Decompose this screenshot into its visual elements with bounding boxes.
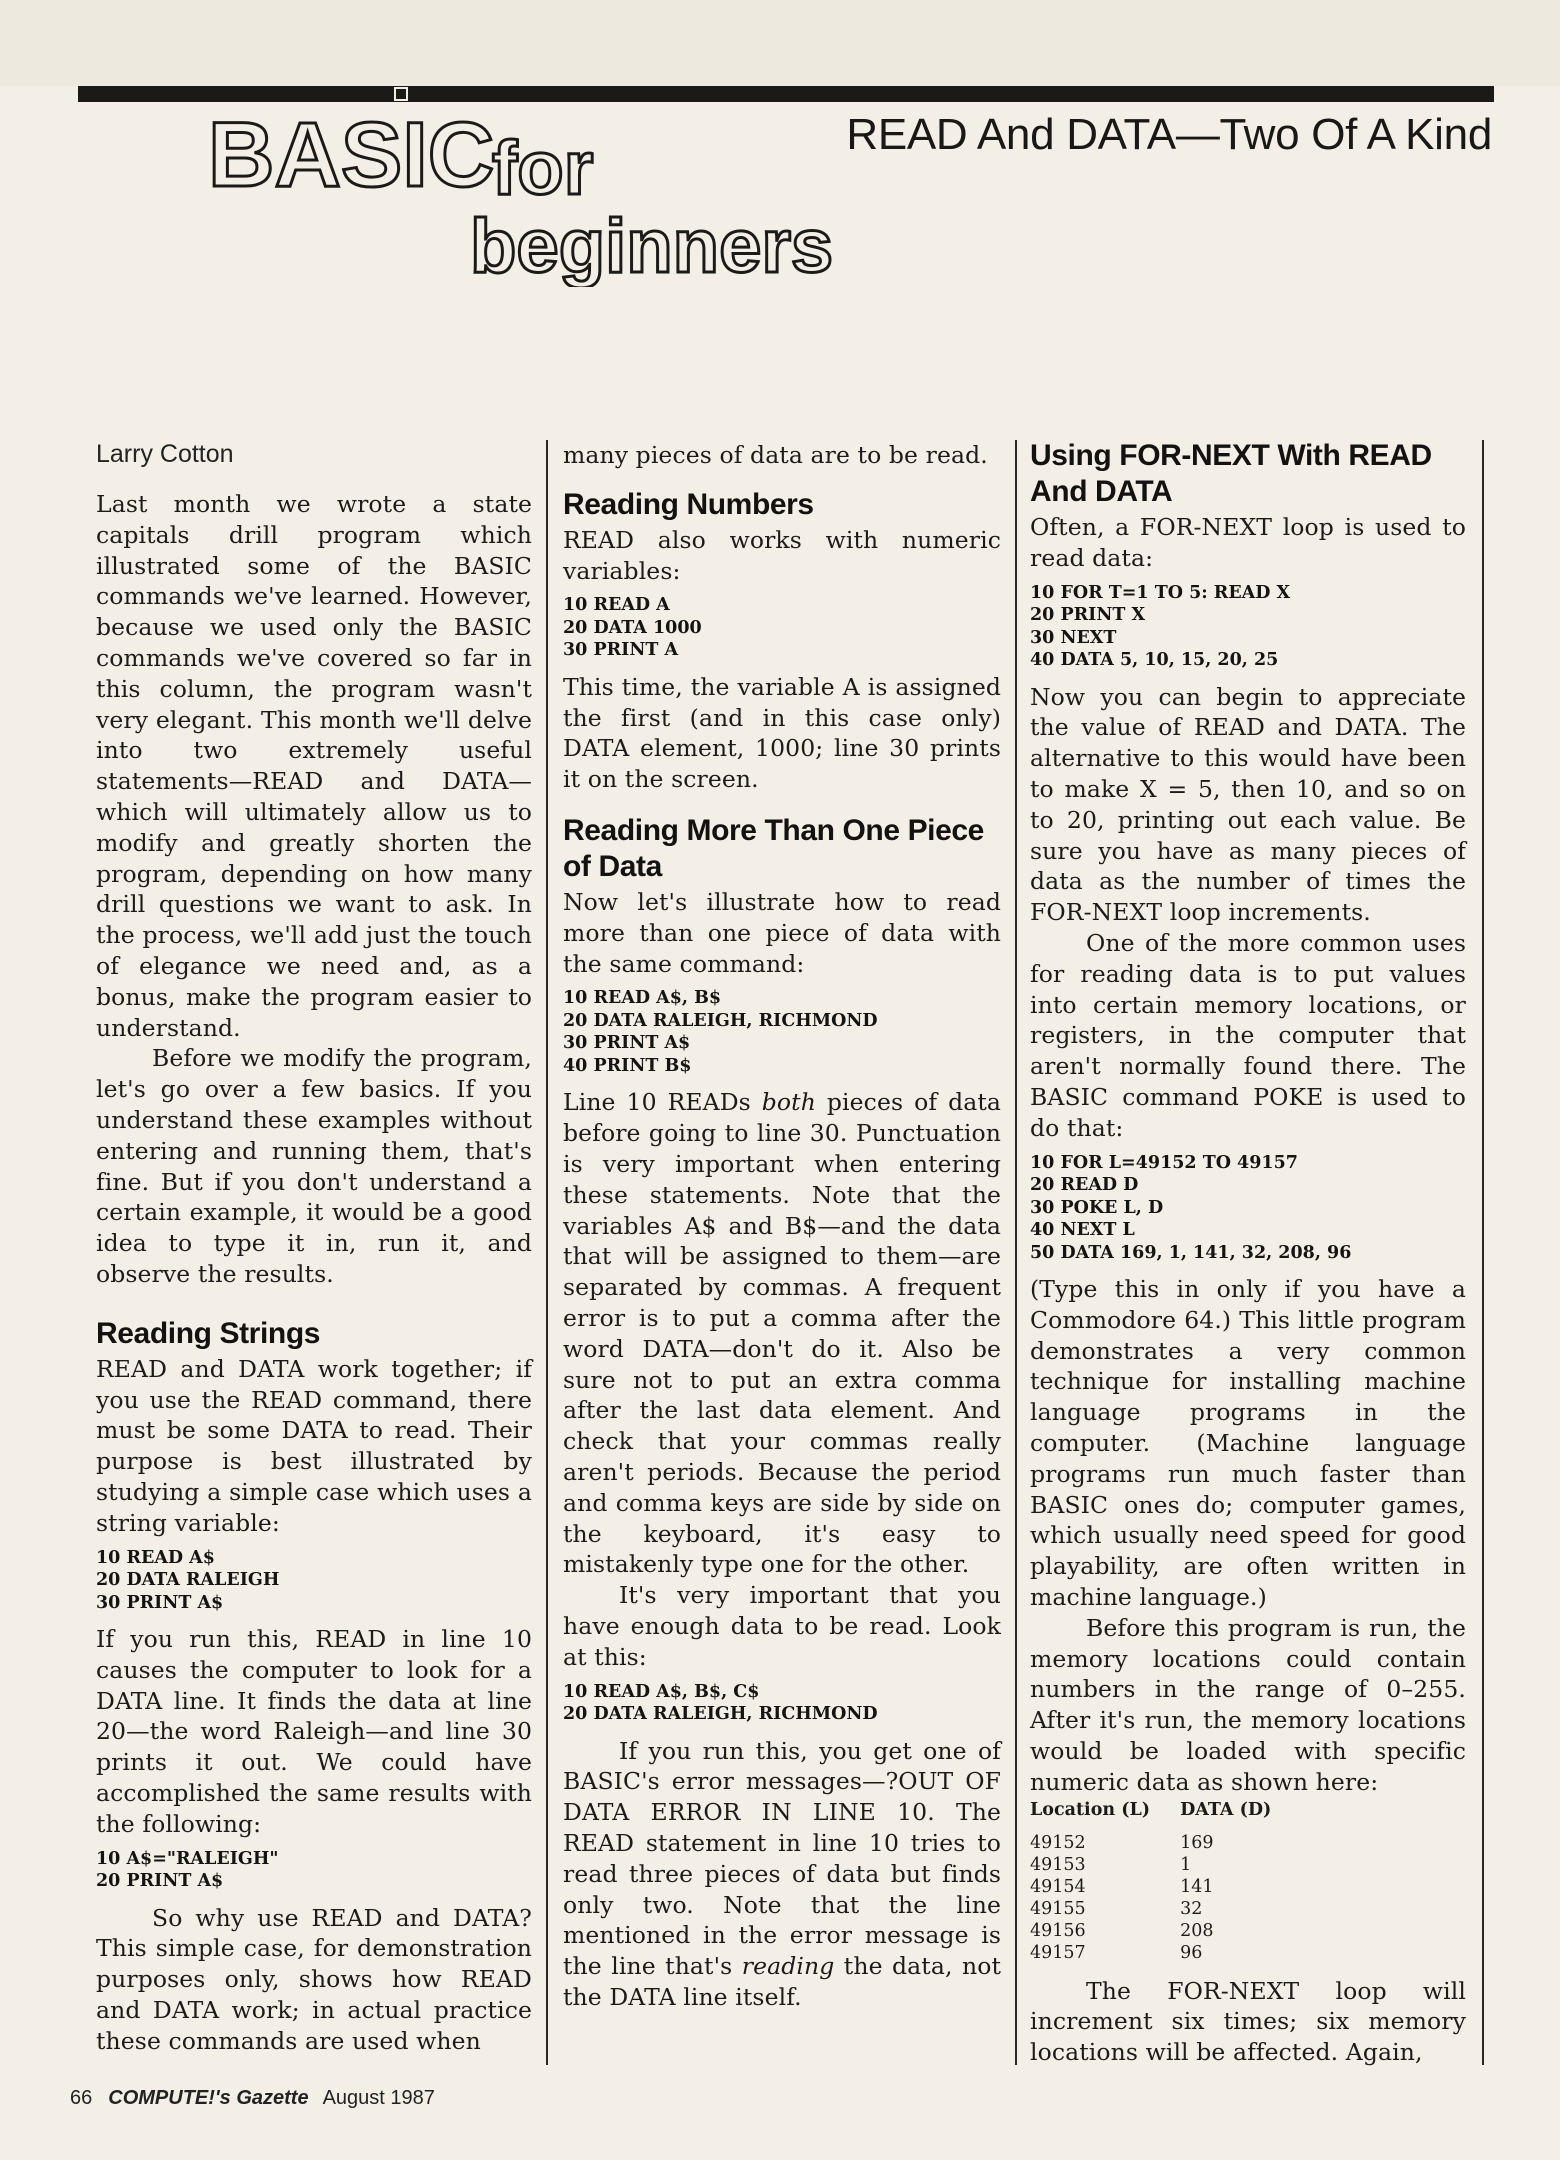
- logo-beginners: beginners: [470, 204, 834, 287]
- text-emphasis: both: [761, 1088, 816, 1117]
- column-rule-2: [1015, 440, 1017, 2065]
- paragraph: many pieces of data are to be read.: [563, 441, 988, 469]
- paragraph: [563, 1736, 1001, 2013]
- column-rule-1: [546, 440, 548, 2065]
- header-rule: [78, 86, 1494, 102]
- table-header-data: DATA (D): [1180, 1799, 1272, 1820]
- paragraph: Before we modify the program, let's go over a few basics. If you understand these examples without entering and running them, that's fine. But if you don't understand a certain example, it would be a good idea to type it in, run it, and observe the results.: [96, 1044, 532, 1288]
- text-run: the data, not the DATA line itself.: [563, 1952, 1001, 2011]
- table-row: [1030, 1920, 1301, 1942]
- code-listing: 10 READ A$, B$, C$ 20 DATA RALEIGH, RICHMOND: [563, 1681, 878, 1725]
- paragraph: [563, 1087, 1001, 1580]
- subheading-reading-numbers: Reading Numbers: [563, 487, 814, 521]
- column-2: [563, 440, 1001, 2013]
- table-cell: 49153: [1030, 1854, 1086, 1875]
- paragraph: Last month we wrote a state capitals drill program which illustrated some of the BASIC commands we've learned. However, because we used only the BASIC commands we've covered so far in this column, the program wasn't very elegant. This month we'll delve into two extremely useful statements—READ and DATA—which will ultimately allow us to modify and greatly shorten the program, depending on how many drill questions we want to ask. In the process, we'll add just the touch of elegance we need and, as a bonus, make the program easier to understand.: [96, 490, 532, 1042]
- column-1: [96, 440, 532, 2057]
- table-cell: 1: [1180, 1854, 1192, 1875]
- text-run: Line 10 READs: [563, 1088, 762, 1117]
- table-cell: 49154: [1030, 1876, 1086, 1897]
- paragraph: One of the more common uses for reading data is to put values into certain memory locations, or registers, in the computer that aren't normally found there. The BASIC command POKE is used to do that:: [1030, 928, 1466, 1142]
- table-cell: 49156: [1030, 1920, 1086, 1941]
- paragraph: (Type this in only if you have a Commodore 64.) This little program demonstrates a very common technique for installing machine language programs in the computer. (Machine language programs run much faster than BASIC ones do; computer games, which usually need speed for good playability, are often written in machine language.): [1030, 1275, 1466, 1612]
- paragraph: So why use READ and DATA? This simple case, for demonstration purposes only, shows how READ and DATA work; in actual practice these commands are used when: [96, 1903, 532, 2055]
- paragraph: Often, a FOR-NEXT loop is used to read data:: [1030, 513, 1466, 572]
- code-listing: 10 FOR L=49152 TO 49157 20 READ D 30 POKE L, D 40 NEXT L 50 DATA 169, 1, 141, 32, 208, 96: [1030, 1152, 1352, 1263]
- table-row: [1030, 1832, 1301, 1854]
- issue-date: August 1987: [322, 2087, 435, 2109]
- page-footer: [70, 2087, 435, 2110]
- logo-basic: BASIC: [208, 112, 495, 206]
- subheading-reading-strings: Reading Strings: [96, 1316, 321, 1350]
- table-cell: 169: [1180, 1832, 1214, 1853]
- table-cell: 141: [1180, 1876, 1214, 1897]
- memory-table: [1030, 1800, 1301, 1964]
- column-logo: [200, 112, 900, 287]
- paragraph: This time, the variable A is assigned the first (and in this case only) DATA element, 1000; line 30 prints it on the screen.: [563, 672, 1001, 794]
- paper-texture-top: [0, 0, 1560, 86]
- table-row: [1030, 1854, 1301, 1876]
- paragraph: Now you can begin to appreciate the value of READ and DATA. The alternative to this would have been to make X = 5, then 10, and so on to 20, printing out each value. Be sure you have as many pieces of data as the number of times the FOR-NEXT loop increments.: [1030, 682, 1466, 927]
- article-title: READ And DATA—Two Of A Kind: [846, 110, 1492, 159]
- paragraph: READ and DATA work together; if you use the READ command, there must be some DATA to read. Their purpose is best illustrated by studying a simple case which uses a string variable:: [96, 1354, 532, 1537]
- header-rule-notch: [394, 87, 408, 101]
- table-cell: 49157: [1030, 1942, 1086, 1963]
- paragraph: The FOR-NEXT loop will increment six times; six memory locations will be affected. Again,: [1030, 1976, 1466, 2067]
- table-header-row: [1030, 1800, 1301, 1832]
- table-row: [1030, 1942, 1301, 1964]
- subheading-for-next: Using FOR-NEXT With READ And DATA: [1030, 439, 1432, 508]
- column-3: [1030, 440, 1466, 2068]
- magazine-name: COMPUTE!'s Gazette: [108, 2087, 309, 2109]
- code-listing: 10 READ A$ 20 DATA RALEIGH 30 PRINT A$: [96, 1547, 280, 1613]
- table-cell: 208: [1180, 1920, 1214, 1941]
- table-header-location: Location (L): [1030, 1799, 1151, 1820]
- table-row: [1030, 1898, 1301, 1920]
- table-cell: 32: [1180, 1898, 1203, 1919]
- paragraph: It's very important that you have enough data to be read. Look at this:: [563, 1581, 1001, 1671]
- text-run: pieces of data before going to line 30. Punctuation is very important when entering these statements. Note that the variables A$ and B$—and the data that will be assigned to them—are separated by commas. A frequent error is to put a comma after the word DATA—don't do it. Also be sure not to put an extra comma after the last data element. And check that your commas really aren't periods. Because the period and comma keys are side by side on the keyboard, it's easy to mistakenly type one for the other.: [563, 1088, 1001, 1579]
- page-number: 66: [70, 2087, 93, 2109]
- code-listing: 10 A$="RALEIGH" 20 PRINT A$: [96, 1848, 279, 1892]
- text-emphasis: reading: [741, 1952, 835, 1981]
- text-run: If you run this, you get one of BASIC's error messages—?OUT OF DATA ERROR IN LINE 10. The READ statement in line 10 tries to read three pieces of data but finds only two. Note that the line mentioned in the error message is the line that's: [563, 1736, 1001, 1981]
- byline: Larry Cotton: [96, 440, 234, 468]
- logo-for: for: [492, 126, 594, 211]
- table-row: [1030, 1876, 1301, 1898]
- code-listing: 10 READ A$, B$ 20 DATA RALEIGH, RICHMOND 30 PRINT A$ 40 PRINT B$: [563, 988, 878, 1076]
- column-rule-3: [1482, 440, 1484, 2065]
- table-cell: 96: [1180, 1942, 1203, 1963]
- paragraph: If you run this, READ in line 10 causes the computer to look for a DATA line. It finds the data at line 20—the word Raleigh—and line 30 prints it out. We could have accomplished the same results with the following:: [96, 1625, 532, 1838]
- code-listing: 10 FOR T=1 TO 5: READ X 20 PRINT X 30 NEXT 40 DATA 5, 10, 15, 20, 25: [1030, 582, 1291, 671]
- table-cell: 49155: [1030, 1898, 1086, 1919]
- paragraph: Before this program is run, the memory locations could contain numbers in the range of 0–255. After it's run, the memory locations would be loaded with specific numeric data as shown here:: [1030, 1613, 1466, 1796]
- subheading-reading-more: Reading More Than One Piece of Data: [563, 814, 984, 884]
- paragraph: READ also works with numeric variables:: [563, 525, 1001, 585]
- table-cell: 49152: [1030, 1832, 1086, 1853]
- paragraph: Now let's illustrate how to read more than one piece of data with the same command:: [563, 888, 1001, 978]
- code-listing: 10 READ A 20 DATA 1000 30 PRINT A: [563, 595, 702, 661]
